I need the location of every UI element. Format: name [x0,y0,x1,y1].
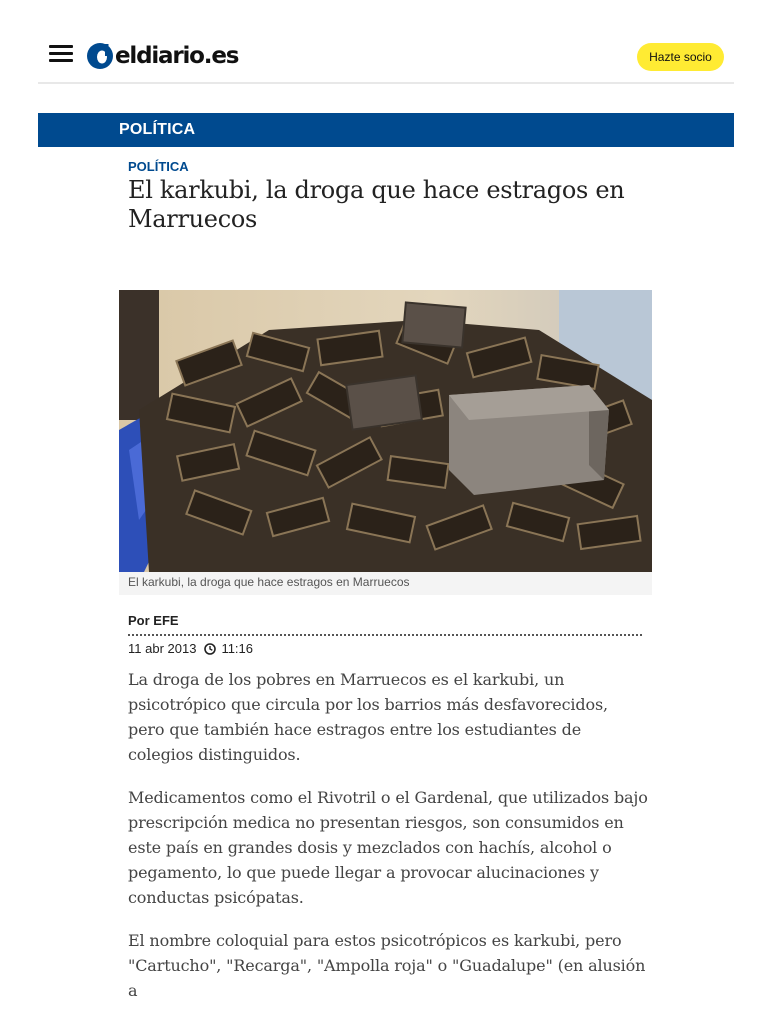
section-link-politica[interactable]: POLÍTICA [119,121,196,138]
section-bar [38,113,734,147]
image-caption: El karkubi, la droga que hace estragos en Marruecos [119,572,652,595]
site-logo[interactable] [86,41,238,71]
article-body [128,667,648,1021]
article-byline: Por EFE [128,613,179,628]
menu-bar [49,45,73,48]
article-date: 11 abr 2013 [128,641,197,656]
hazte-socio-button[interactable]: Hazte socio [637,43,724,71]
article-paragraph: La droga de los pobres en Marruecos es el karkubi, un psicotrópico que circula por los barrios más desfavorecidos, pero que también hace estragos entre los estudiantes de colegios distinguidos. [128,670,608,764]
article-title: El karkubi, la droga que hace estragos en Marruecos [128,176,625,233]
menu-bar [49,59,73,62]
article-time: 11:16 [221,641,254,656]
article-paragraph: El nombre coloquial para estos psicotrópicos es karkubi, pero "Cartucho", "Recarga", "Ampolla roja" o "Guadalupe" (en alusión a [128,931,646,1000]
article-datetime [128,641,253,656]
menu-bar [49,52,73,55]
hamburger-menu-icon[interactable] [49,44,73,64]
article-kicker[interactable]: POLÍTICA [128,159,189,174]
clock-icon [204,643,216,655]
eldiario-logo-icon [86,42,114,70]
drug-packages-photo [119,290,652,572]
byline-divider [128,634,642,636]
logo-text: eldiario.es [115,42,239,69]
article-image [119,290,652,572]
site-header [38,30,734,84]
article-paragraph: Medicamentos como el Rivotril o el Gardenal, que utilizados bajo prescripción medica no presentan riesgos, son consumidos en este país en grandes dosis y mezclados con hachís, alcohol o pegamento, lo que puede llegar a provocar alucinaciones y conductas psicópatas. [128,788,648,907]
